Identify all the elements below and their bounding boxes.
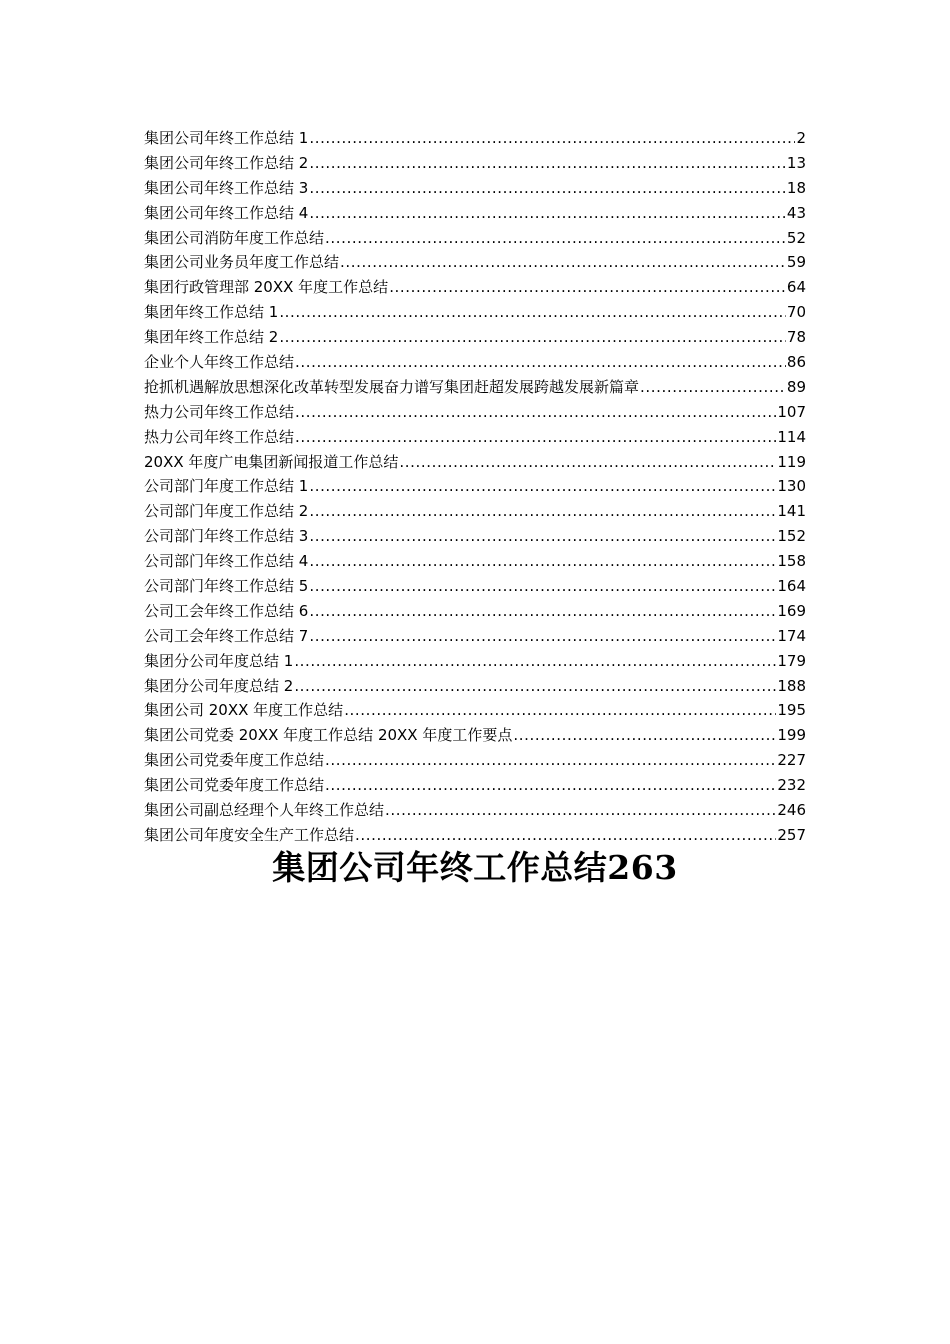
toc-entry[interactable]	[144, 325, 806, 350]
toc-entry-title: 公司部门年度工作总结 1	[144, 477, 309, 496]
toc-entry[interactable]	[144, 400, 806, 425]
toc-entry[interactable]	[144, 126, 806, 151]
toc-entry-title: 公司部门年终工作总结 3	[144, 527, 309, 546]
toc-entry-page-number: 64	[786, 278, 806, 297]
toc-dot-leader	[399, 450, 776, 475]
toc-entry-title: 集团年终工作总结 2	[144, 328, 279, 347]
toc-entry-page-number: 70	[786, 303, 806, 322]
toc-entry-title: 集团公司消防年度工作总结	[144, 228, 325, 247]
toc-entry-title: 集团公司党委年度工作总结	[144, 751, 325, 770]
toc-dot-leader	[309, 599, 776, 624]
toc-entry-title: 20XX 年度广电集团新闻报道工作总结	[144, 452, 399, 471]
toc-entry[interactable]	[144, 375, 806, 400]
toc-dot-leader	[309, 574, 776, 599]
toc-entry[interactable]	[144, 798, 806, 823]
toc-dot-leader	[309, 151, 786, 176]
toc-entry[interactable]	[144, 698, 806, 723]
toc-dot-leader	[279, 325, 786, 350]
toc-entry-page-number: 174	[777, 626, 806, 645]
toc-entry-page-number: 52	[786, 228, 806, 247]
toc-entry-title: 集团公司年终工作总结 1	[144, 129, 309, 147]
toc-entry[interactable]	[144, 748, 806, 773]
toc-dot-leader	[309, 201, 786, 226]
toc-entry-page-number: 13	[786, 153, 806, 172]
toc-entry-title: 热力公司年终工作总结	[144, 402, 295, 421]
toc-entry-page-number: 195	[777, 701, 806, 720]
toc-entry-page-number: 89	[786, 377, 806, 396]
toc-entry-page-number: 119	[777, 452, 806, 471]
toc-dot-leader	[389, 275, 786, 300]
toc-dot-leader	[309, 549, 776, 574]
toc-dot-leader	[309, 176, 786, 201]
toc-dot-leader	[279, 300, 786, 325]
toc-entry-title: 公司部门年度工作总结 2	[144, 502, 309, 521]
toc-entry-page-number: 227	[777, 751, 806, 770]
toc-dot-leader	[295, 400, 776, 425]
toc-entry[interactable]	[144, 524, 806, 549]
toc-dot-leader	[385, 798, 776, 823]
toc-entry-page-number: 164	[777, 577, 806, 596]
toc-entry-title: 公司部门年终工作总结 5	[144, 577, 309, 596]
toc-dot-leader	[640, 375, 786, 400]
toc-entry[interactable]	[144, 823, 806, 848]
toc-entry[interactable]	[144, 176, 806, 201]
toc-entry-title: 公司部门年终工作总结 4	[144, 552, 309, 571]
toc-entry-title: 公司工会年终工作总结 7	[144, 626, 309, 645]
toc-entry-page-number: 158	[777, 552, 806, 571]
toc-dot-leader	[340, 250, 786, 275]
toc-entry-title: 公司工会年终工作总结 6	[144, 601, 309, 620]
toc-entry[interactable]	[144, 549, 806, 574]
toc-dot-leader	[294, 674, 776, 699]
toc-entry[interactable]	[144, 499, 806, 524]
toc-entry-title: 集团公司业务员年度工作总结	[144, 253, 340, 272]
toc-entry-page-number: 78	[786, 328, 806, 347]
toc-entry[interactable]	[144, 574, 806, 599]
toc-entry-title: 集团行政管理部 20XX 年度工作总结	[144, 278, 389, 297]
toc-dot-leader	[355, 823, 776, 848]
toc-dot-leader	[294, 649, 776, 674]
toc-entry[interactable]	[144, 425, 806, 450]
toc-entry-page-number: 141	[777, 502, 806, 521]
document-title: 集团公司年终工作总结263	[272, 848, 678, 887]
toc-entry-page-number: 257	[777, 825, 806, 844]
toc-dot-leader	[325, 748, 776, 773]
toc-entry-title: 热力公司年终工作总结	[144, 427, 295, 446]
toc-entry-page-number: 199	[777, 726, 806, 745]
toc-entry-page-number: 43	[786, 203, 806, 222]
toc-entry-page-number: 246	[777, 801, 806, 820]
toc-entry-page-number: 59	[786, 253, 806, 272]
toc-dot-leader	[309, 126, 795, 151]
toc-entry[interactable]	[144, 674, 806, 699]
toc-entry-title: 集团公司年终工作总结 3	[144, 178, 309, 197]
toc-entry-page-number: 169	[777, 601, 806, 620]
toc-entry[interactable]	[144, 649, 806, 674]
toc-dot-leader	[513, 723, 776, 748]
toc-entry-title: 集团公司副总经理个人年终工作总结	[144, 801, 385, 820]
toc-entry-title: 集团年终工作总结 1	[144, 303, 279, 322]
toc-entry[interactable]	[144, 723, 806, 748]
table-of-contents	[144, 126, 806, 848]
toc-entry-page-number: 86	[786, 353, 806, 372]
toc-entry-page-number: 114	[777, 427, 806, 446]
toc-entry-page-number: 179	[777, 651, 806, 670]
toc-entry[interactable]	[144, 474, 806, 499]
toc-entry-page-number: 2	[796, 129, 806, 147]
toc-dot-leader	[344, 698, 776, 723]
toc-entry[interactable]	[144, 226, 806, 251]
toc-entry[interactable]	[144, 300, 806, 325]
toc-dot-leader	[325, 773, 776, 798]
toc-entry[interactable]	[144, 599, 806, 624]
toc-dot-leader	[295, 425, 776, 450]
toc-entry-page-number: 232	[777, 776, 806, 795]
toc-entry-title: 集团分公司年度总结 2	[144, 676, 294, 695]
toc-entry-title: 集团公司年度安全生产工作总结	[144, 825, 355, 844]
toc-entry-title: 集团分公司年度总结 1	[144, 651, 294, 670]
toc-entry[interactable]	[144, 350, 806, 375]
toc-dot-leader	[309, 499, 776, 524]
toc-entry[interactable]	[144, 151, 806, 176]
toc-entry-page-number: 188	[777, 676, 806, 695]
toc-dot-leader	[309, 524, 776, 549]
toc-entry[interactable]	[144, 624, 806, 649]
toc-dot-leader	[325, 226, 786, 251]
toc-entry-title: 集团公司 20XX 年度工作总结	[144, 701, 344, 720]
toc-entry[interactable]	[144, 250, 806, 275]
toc-dot-leader	[309, 624, 776, 649]
toc-entry[interactable]	[144, 201, 806, 226]
toc-entry[interactable]	[144, 450, 806, 475]
toc-dot-leader	[309, 474, 776, 499]
toc-entry-page-number: 107	[777, 402, 806, 421]
toc-entry-title: 抢抓机遇解放思想深化改革转型发展奋力谱写集团赶超发展跨越发展新篇章	[144, 377, 640, 396]
toc-entry-page-number: 130	[777, 477, 806, 496]
toc-entry-title: 集团公司党委年度工作总结	[144, 776, 325, 795]
toc-entry[interactable]	[144, 275, 806, 300]
toc-entry-title: 集团公司党委 20XX 年度工作总结 20XX 年度工作要点	[144, 726, 513, 745]
toc-dot-leader	[295, 350, 786, 375]
toc-entry-page-number: 18	[786, 178, 806, 197]
toc-entry-title: 集团公司年终工作总结 4	[144, 203, 309, 222]
toc-entry-page-number: 152	[777, 527, 806, 546]
toc-entry-title: 集团公司年终工作总结 2	[144, 153, 309, 172]
toc-entry-title: 企业个人年终工作总结	[144, 353, 295, 372]
toc-entry[interactable]	[144, 773, 806, 798]
